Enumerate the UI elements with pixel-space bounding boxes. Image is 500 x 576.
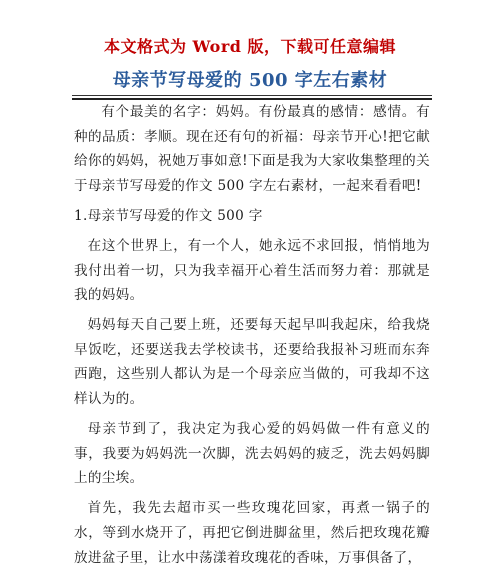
title-divider-thin bbox=[72, 95, 432, 96]
document-title: 母亲节写母爱的 500 字左右素材 bbox=[112, 70, 388, 91]
body-paragraph: 在这个世界上，有一个人，她永远不求回报，悄悄地为我付出着一切，只为我幸福开心着生活而努力着：那就是我的妈妈。 bbox=[74, 237, 430, 304]
body-paragraph: 首先，我先去超市买一些玫瑰花回家，再煮一锅子的水，等到水烧开了，再把它倒进脚盆里，然后把玫瑰花瓣放进盆子里，让水中荡漾着玫瑰花的香味，万事俱备了， bbox=[74, 500, 430, 566]
word-format-banner: 本文格式为 Word 版，下载可任意编辑 bbox=[103, 37, 397, 56]
document-body bbox=[74, 100, 430, 576]
body-paragraph: 妈妈每天自己要上班，还要每天起早叫我起床，给我烧早饭吃，还要送我去学校读书，还要给我报补习班而东奔西跑，这些别人都认为是一个母亲应当做的，可我却不这样认为的。 bbox=[74, 317, 430, 408]
section-heading: 1.母亲节写母爱的作文 500 字 bbox=[74, 207, 263, 224]
body-paragraph: 母亲节到了，我决定为我心爱的妈妈做一件有意义的事，我要为妈妈洗一次脚，洗去妈妈的疲乏，洗去妈妈脚上的尘埃。 bbox=[74, 421, 430, 487]
intro-paragraph: 有个最美的名字：妈妈。有份最真的感情：感情。有种的品质：孝顺。现在还有句的祈福：母亲节开心!把它献给你的妈妈，祝她万事如意!下面是我为大家收集整理的关于母亲节写母爱的作文 500 字左右素材，一起来看看吧! bbox=[74, 104, 430, 194]
